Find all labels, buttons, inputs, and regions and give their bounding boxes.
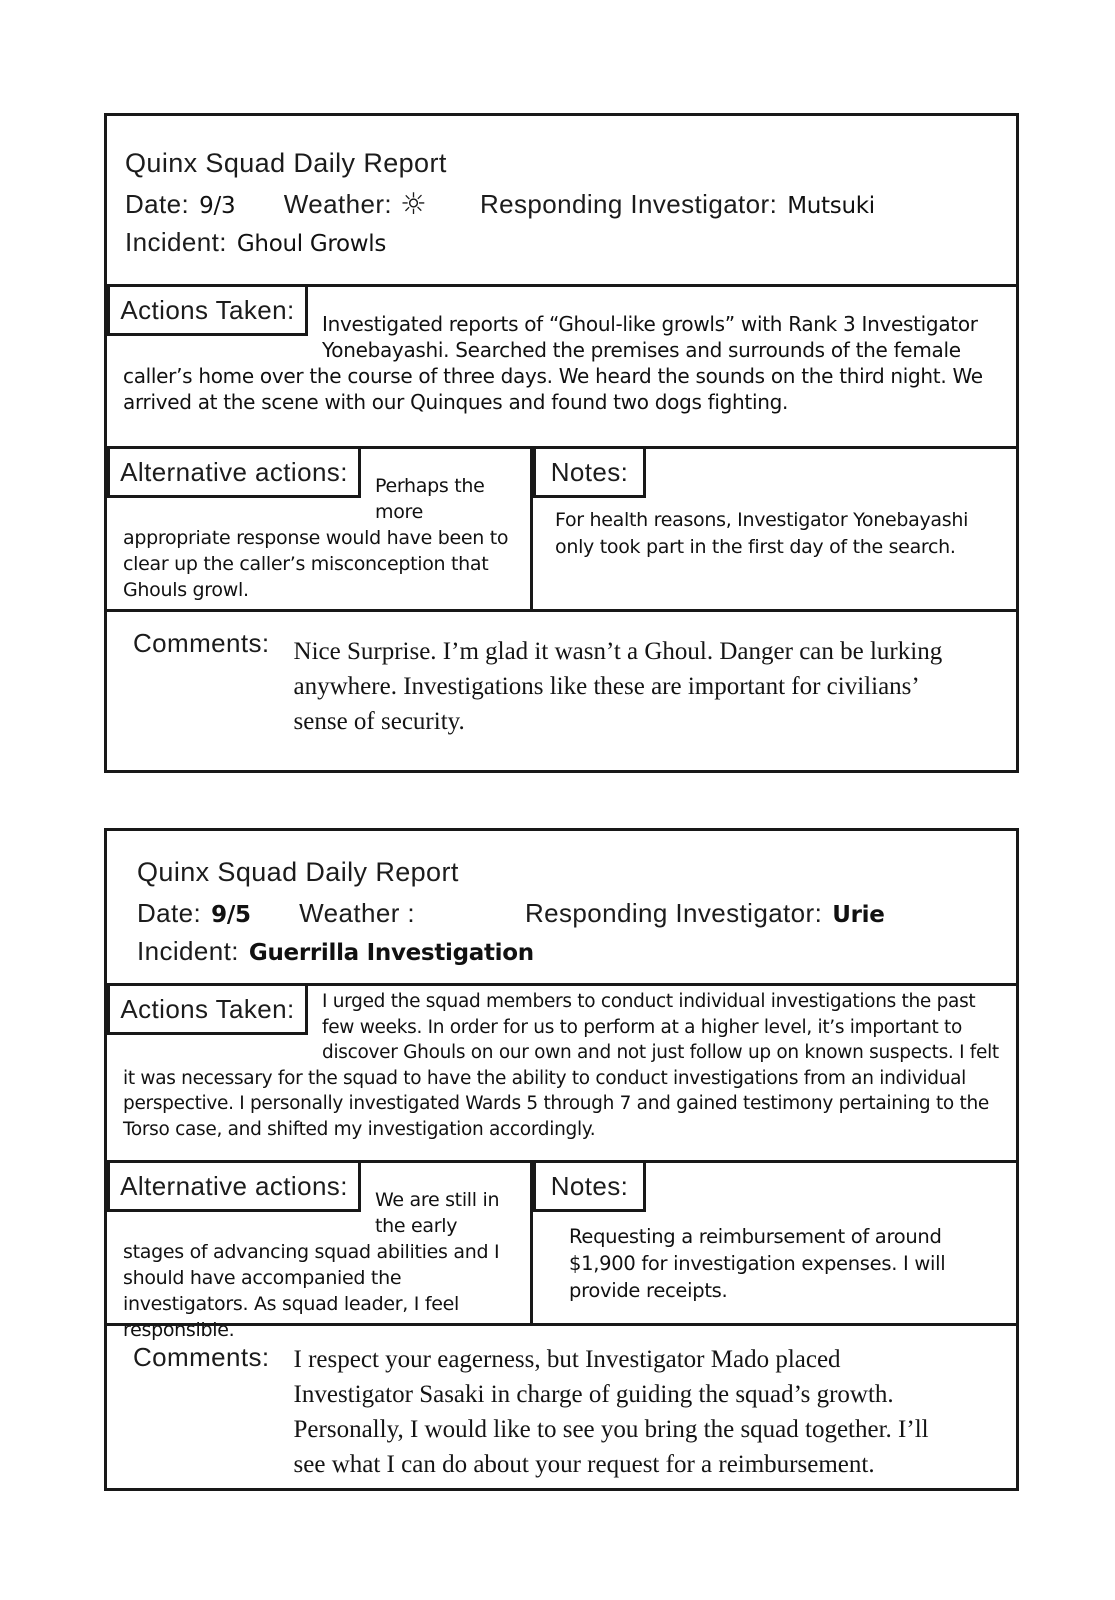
alternative-column — [107, 449, 533, 609]
actions-section — [107, 983, 1016, 1160]
report-title: Quinx Squad Daily Report — [137, 857, 459, 887]
notes-column — [533, 449, 1016, 609]
date-label: Date: — [137, 898, 202, 928]
notes-text: Requesting a reimbursement of around $1,900 for investigation expenses. I will provide receipts. — [569, 1225, 946, 1302]
actions-section — [107, 284, 1016, 446]
sun-icon: ☼ — [400, 187, 427, 222]
actions-text: I urged the squad members to conduct individual investigations the past few weeks. In order for us to perform at a higher level, it’s important to discover Ghouls on our own and not just follow up on known suspects. I felt it was necessary for the squad to have the ability to conduct investigations from an individual perspective. I personally investigated Wards 5 through 7 and gained testimony pertaining to the Torso case, and shifted my investigation accordingly. — [123, 991, 999, 1140]
incident-row — [125, 224, 1016, 262]
weather-label: Weather: — [283, 189, 392, 219]
report-meta-row — [137, 895, 1016, 933]
alternative-label-box: Alternative actions: — [107, 446, 361, 498]
report-meta-row — [125, 186, 1016, 224]
report-header — [107, 116, 1016, 284]
investigator-value: Mutsuki — [787, 193, 875, 219]
comments-text: Nice Surprise. I’m glad it wasn’t a Ghoul. Danger can be lurking anywhere. Investigations like these are important for civilians’ sense of security. — [293, 638, 943, 735]
comments-text: I respect your eagerness, but Investigator Mado placed Investigator Sasaki in charge of guiding the squad’s growth. Personally, I would like to see you bring the squad together. I’ll see what I can do about your request for a reimbursement. — [293, 1346, 929, 1478]
actions-label-box: Actions Taken: — [107, 983, 308, 1035]
alternative-column — [107, 1163, 533, 1341]
investigator-label: Responding Investigator: — [525, 898, 823, 928]
date-label: Date: — [125, 189, 190, 219]
alternative-text: We are still in the early stages of advancing squad abilities and I should have accompanied the investigators. As squad leader, I feel responsible. — [123, 1189, 500, 1341]
investigator-value: Urie — [832, 902, 885, 928]
alternative-notes-row — [107, 1160, 1016, 1341]
incident-value: Ghoul Growls — [236, 231, 387, 257]
incident-row — [137, 933, 1016, 971]
notes-text: For health reasons, Investigator Yonebayashi only took part in the first day of the search. — [555, 509, 969, 558]
incident-label: Incident: — [137, 936, 239, 966]
report-title: Quinx Squad Daily Report — [125, 148, 447, 178]
comments-section — [107, 609, 1016, 770]
investigator-field — [480, 186, 875, 224]
date-value: 9/3 — [199, 193, 236, 219]
incident-value: Guerrilla Investigation — [248, 940, 534, 966]
notes-label-box: Notes: — [533, 1160, 646, 1212]
report-header — [107, 831, 1016, 983]
investigator-label: Responding Investigator: — [480, 189, 778, 219]
comments-label: Comments: — [133, 628, 270, 658]
notes-column — [533, 1163, 1016, 1323]
alternative-label-box: Alternative actions: — [107, 1160, 361, 1212]
daily-report-form-1 — [104, 113, 1019, 773]
alternative-notes-row — [107, 446, 1016, 609]
comments-section — [107, 1323, 1016, 1488]
incident-label: Incident: — [125, 227, 227, 257]
comments-label: Comments: — [133, 1342, 270, 1372]
investigator-field — [525, 895, 885, 933]
daily-report-form-2 — [104, 828, 1019, 1491]
weather-label: Weather : — [299, 898, 416, 928]
alternative-text: Perhaps the more appropriate response would have been to clear up the caller’s misconception that Ghouls growl. — [123, 475, 509, 601]
actions-label-box: Actions Taken: — [107, 284, 308, 336]
date-value: 9/5 — [211, 902, 251, 928]
actions-text: Investigated reports of “Ghoul-like growls” with Rank 3 Investigator Yonebayashi. Searched the premises and surrounds of the female caller’s home over the course of three days. We heard the sounds on the third night. We arrived at the scene with our Quinques and found two dogs fighting. — [123, 312, 983, 414]
notes-label-box: Notes: — [533, 446, 646, 498]
